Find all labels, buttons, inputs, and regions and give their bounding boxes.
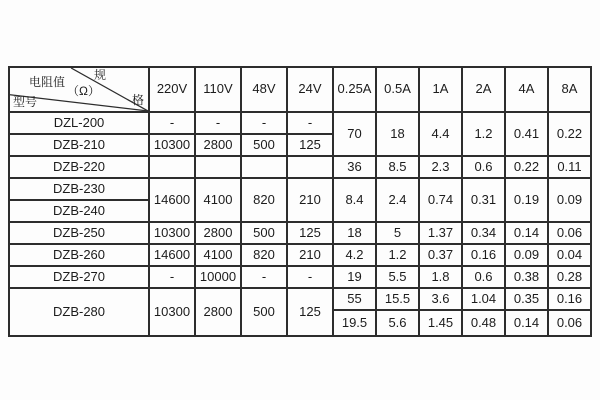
value-cell: 14600 [149,244,195,266]
value-cell: 10300 [149,288,195,336]
dash-cell: - [287,112,333,134]
value-cell: 10300 [149,222,195,244]
model-cell-dzb-270: DZB-270 [9,266,149,288]
value-cell: 0.38 [505,266,548,288]
row-dzb-270 [9,266,591,288]
model-cell-dzb-240: DZB-240 [9,200,149,222]
value-cell: 500 [241,134,287,156]
col-header-110v: 110V [195,67,241,112]
col-header-4a: 4A [505,67,548,112]
value-cell: 0.6 [462,156,505,178]
value-cell: 3.6 [419,288,462,310]
model-cell-dzb-250: DZB-250 [9,222,149,244]
resistance-unit-label: （Ω） [67,84,100,98]
value-cell: 19.5 [333,310,376,336]
value-cell: 0.22 [505,156,548,178]
value-cell: 0.19 [505,178,548,222]
model-cell-dzb-220: DZB-220 [9,156,149,178]
value-cell: 0.06 [548,222,591,244]
value-cell: 5.5 [376,266,419,288]
header-row [9,67,591,112]
dash-cell: - [241,266,287,288]
col-header-24v: 24V [287,67,333,112]
value-cell: 1.04 [462,288,505,310]
row-dzb-280a [9,288,591,310]
dash-cell: - [241,112,287,134]
resistance-label: 电阻值 [29,75,66,89]
value-cell: 55 [333,288,376,310]
value-cell: 820 [241,178,287,222]
value-cell: 4100 [195,178,241,222]
row-dzb-230 [9,178,591,200]
model-cell-dzb-230: DZB-230 [9,178,149,200]
value-cell: 125 [287,288,333,336]
row-dzl-200 [9,112,591,134]
value-cell: 18 [376,112,419,156]
value-cell: 1.45 [419,310,462,336]
col-header-8a: 8A [548,67,591,112]
empty-cell [241,156,287,178]
value-cell: 4.2 [333,244,376,266]
value-cell: 0.16 [462,244,505,266]
value-cell: 4100 [195,244,241,266]
value-cell: 0.16 [548,288,591,310]
value-cell: 18 [333,222,376,244]
value-cell: 820 [241,244,287,266]
value-cell: 0.48 [462,310,505,336]
diagonal-split [10,68,148,111]
value-cell: 0.35 [505,288,548,310]
model-cell-dzb-210: DZB-210 [9,134,149,156]
value-cell: 2800 [195,134,241,156]
value-cell: 210 [287,244,333,266]
value-cell: 0.31 [462,178,505,222]
value-cell: 0.34 [462,222,505,244]
value-cell: 0.04 [548,244,591,266]
value-cell: 2.3 [419,156,462,178]
value-cell: 0.14 [505,310,548,336]
value-cell: 15.5 [376,288,419,310]
value-cell: 70 [333,112,376,156]
dash-cell: - [149,266,195,288]
value-cell: 0.6 [462,266,505,288]
value-cell: 210 [287,178,333,222]
empty-cell [149,156,195,178]
value-cell: 0.09 [505,244,548,266]
value-cell: 125 [287,222,333,244]
value-cell: 500 [241,222,287,244]
value-cell: 4.4 [419,112,462,156]
row-dzb-260 [9,244,591,266]
value-cell: 1.2 [462,112,505,156]
col-header-05a: 0.5A [376,67,419,112]
col-header-48v: 48V [241,67,287,112]
empty-cell [287,156,333,178]
dash-cell: - [195,112,241,134]
value-cell: 5 [376,222,419,244]
model-cell-dzb-280: DZB-280 [9,288,149,336]
empty-cell [195,156,241,178]
value-cell: 0.11 [548,156,591,178]
spec-label-part1: 规 [94,68,107,82]
row-dzb-220 [9,156,591,178]
value-cell: 0.28 [548,266,591,288]
value-cell: 125 [287,134,333,156]
value-cell: 8.5 [376,156,419,178]
model-cell-dzl-200: DZL-200 [9,112,149,134]
spec-label-part2: 格 [132,93,145,107]
value-cell: 500 [241,288,287,336]
value-cell: 1.37 [419,222,462,244]
dash-cell: - [287,266,333,288]
value-cell: 0.06 [548,310,591,336]
resistance-spec-table [8,66,592,337]
col-header-220v: 220V [149,67,195,112]
value-cell: 0.09 [548,178,591,222]
value-cell: 2800 [195,288,241,336]
col-header-025a: 0.25A [333,67,376,112]
value-cell: 8.4 [333,178,376,222]
value-cell: 5.6 [376,310,419,336]
model-label: 型号 [13,95,38,109]
value-cell: 19 [333,266,376,288]
value-cell: 1.8 [419,266,462,288]
model-cell-dzb-260: DZB-260 [9,244,149,266]
value-cell: 10000 [195,266,241,288]
corner-header-cell [9,67,149,112]
value-cell: 0.22 [548,112,591,156]
dash-cell: - [149,112,195,134]
value-cell: 10300 [149,134,195,156]
value-cell: 14600 [149,178,195,222]
row-dzb-250 [9,222,591,244]
col-header-1a: 1A [419,67,462,112]
value-cell: 2800 [195,222,241,244]
value-cell: 0.14 [505,222,548,244]
value-cell: 0.74 [419,178,462,222]
value-cell: 0.41 [505,112,548,156]
value-cell: 0.37 [419,244,462,266]
value-cell: 2.4 [376,178,419,222]
value-cell: 1.2 [376,244,419,266]
value-cell: 36 [333,156,376,178]
col-header-2a: 2A [462,67,505,112]
